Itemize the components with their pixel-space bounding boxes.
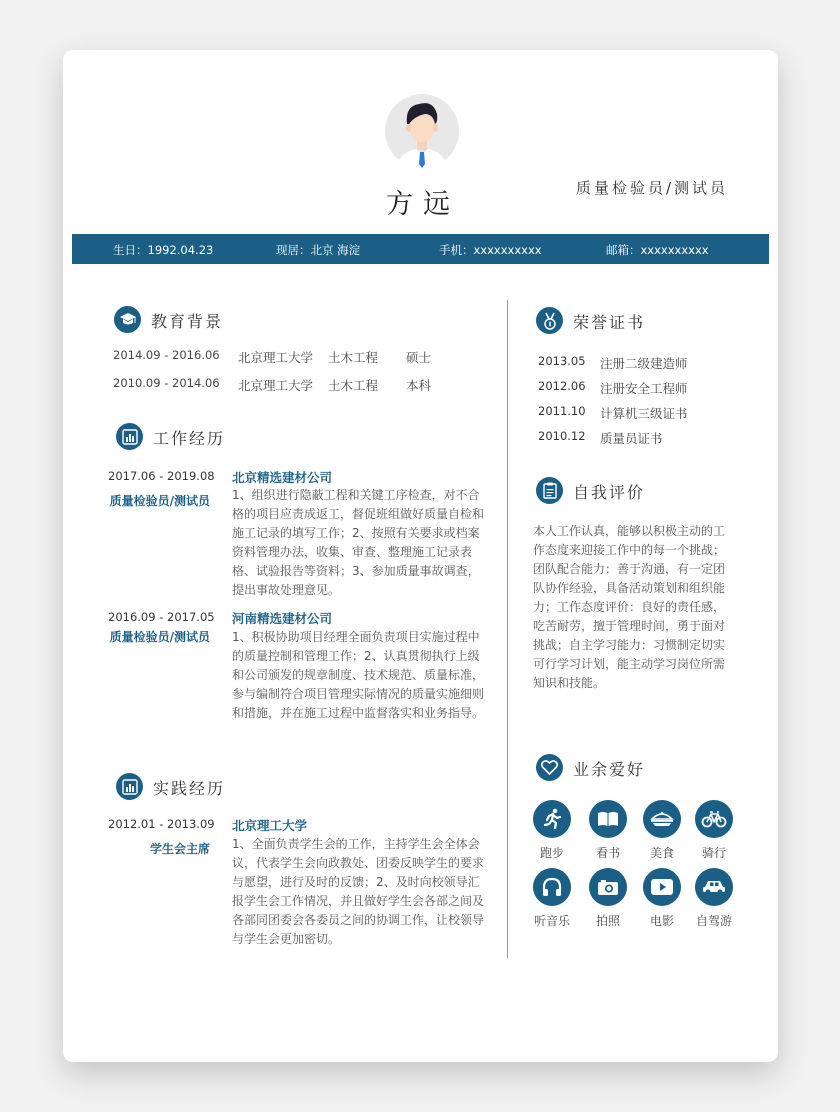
- edu-major: 土木工程: [328, 350, 379, 365]
- education-title: 教育背景: [151, 312, 224, 331]
- hobby-label: 拍照: [595, 914, 620, 928]
- honor-name: 注册二级建造师: [600, 356, 688, 371]
- practice-org: 北京理工大学: [232, 818, 308, 833]
- honor-name: 注册安全工程师: [600, 381, 688, 396]
- food-icon: [643, 800, 681, 838]
- work-role: 质量检验员/测试员: [109, 494, 210, 508]
- work-period: 2017.06 - 2019.08: [108, 469, 215, 483]
- residence: 现居：北京 海淀: [276, 243, 361, 257]
- honor-date: 2013.05: [538, 354, 586, 368]
- edu-degree: 硕士: [406, 350, 432, 365]
- honor-name: 计算机三级证书: [600, 406, 688, 421]
- medal-icon: [536, 307, 563, 334]
- chart-icon: [116, 773, 143, 800]
- edu-period: 2010.09 - 2014.06: [113, 376, 220, 390]
- headphones-icon: [533, 868, 571, 906]
- work-description: 1、组织进行隐蔽工程和关键工序检查，对不合格的项目应责成返工，督促班组做好质量自检和施工记录的填写工作；2、按照有关要求或档案资料管理办法，收集、审查、整理施工记录表格、试验报告等资料；3、参加质量事故调查，提出事故处理意见。: [232, 488, 485, 597]
- phone: 手机：xxxxxxxxxx: [439, 243, 542, 257]
- practice-role: 学生会主席: [149, 842, 210, 856]
- hobby-label: 听音乐: [533, 914, 570, 928]
- work-period: 2016.09 - 2017.05: [108, 610, 215, 624]
- car-icon: [695, 868, 733, 906]
- contact-bar: [72, 234, 769, 264]
- practice-description: 1、全面负责学生会的工作，主持学生会全体会议，代表学生会向政教处、团委反映学生的要求与愿望，进行及时的反馈；2、及时向校领导汇报学生会工作情况，并且做好学生会各部之间及各部同团委会各委员之间的协调工作，让校领导与学生会更加密切。: [232, 837, 485, 946]
- clipboard-icon: [536, 477, 563, 504]
- edu-major: 土木工程: [328, 378, 379, 393]
- play-icon: [643, 868, 681, 906]
- work-title: 工作经历: [153, 429, 226, 448]
- hobby-label: 美食: [649, 846, 674, 860]
- email: 邮箱：xxxxxxxxxx: [606, 243, 709, 257]
- column-divider: [507, 300, 508, 958]
- hobby-label: 自驾游: [695, 914, 732, 928]
- resume-page: [63, 50, 778, 1062]
- work-company: 河南精选建材公司: [232, 611, 333, 626]
- hobby-label: 跑步: [539, 846, 564, 860]
- chart-icon: [116, 423, 143, 450]
- job-title: 质量检验员/测试员: [575, 179, 728, 197]
- birthday: 生日：1992.04.23: [113, 243, 214, 257]
- self-eval-title: 自我评价: [573, 483, 646, 502]
- candidate-name: 方远: [386, 189, 460, 220]
- graduation-cap-icon: [114, 306, 141, 333]
- bicycle-icon: [695, 800, 733, 838]
- honor-date: 2011.10: [538, 404, 586, 418]
- edu-school: 北京理工大学: [238, 378, 314, 393]
- honor-name: 质量员证书: [600, 431, 663, 446]
- edu-degree: 本科: [406, 378, 432, 393]
- edu-school: 北京理工大学: [238, 350, 314, 365]
- work-company: 北京精选建材公司: [232, 470, 333, 485]
- avatar: [385, 94, 459, 168]
- camera-icon: [589, 868, 627, 906]
- honor-date: 2012.06: [538, 379, 586, 393]
- work-description: 1、积极协助项目经理全面负责项目实施过程中的质量控制和管理工作；2、认真贯彻执行上级和公司颁发的规章制度、技术规范、质量标准，参与编制符合项目管理实际情况的质量实施细则和措施，并在施工过程中监督落实和业务指导。: [232, 630, 485, 720]
- honors-title: 荣誉证书: [573, 313, 646, 332]
- hobbies-title: 业余爱好: [573, 760, 646, 779]
- practice-title: 实践经历: [153, 779, 226, 798]
- honor-date: 2010.12: [538, 429, 586, 443]
- book-icon: [589, 800, 627, 838]
- hobby-label: 骑行: [701, 846, 726, 860]
- avatar-illustration: [385, 94, 459, 168]
- work-role: 质量检验员/测试员: [109, 630, 210, 644]
- self-eval-text: 本人工作认真，能够以积极主动的工作态度来迎接工作中的每一个挑战；团队配合能力：善于沟通，有一定团队协作经验，具备活动策划和组织能力；工作态度评价：良好的责任感，吃苦耐劳，擅于管理时间，勇于面对挑战；自主学习能力：习惯制定切实可行学习计划，能主动学习岗位所需知识和技能。: [533, 524, 726, 690]
- hobby-label: 电影: [649, 914, 674, 928]
- hobby-label: 看书: [595, 846, 620, 860]
- practice-period: 2012.01 - 2013.09: [108, 817, 215, 831]
- edu-period: 2014.09 - 2016.06: [113, 348, 220, 362]
- heart-icon: [536, 754, 563, 781]
- running-icon: [533, 800, 571, 838]
